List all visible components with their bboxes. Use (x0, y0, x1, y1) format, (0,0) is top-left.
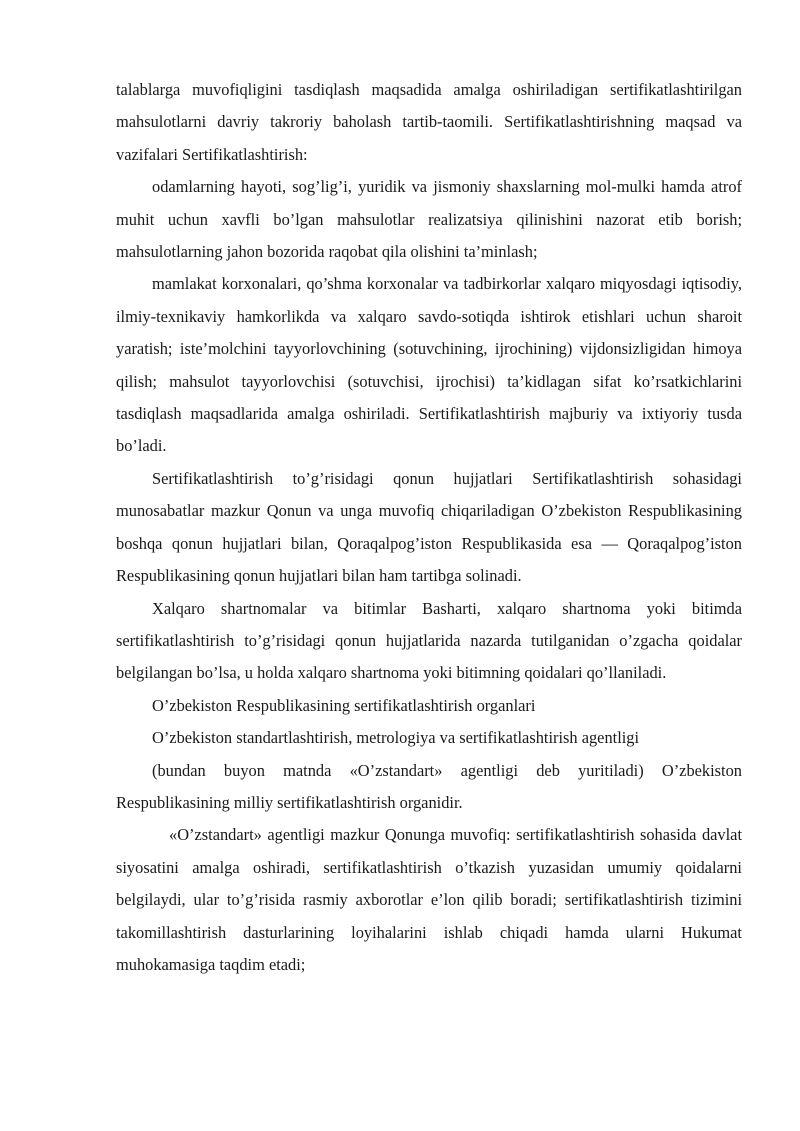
paragraph-national-body: (bundan buyon matnda «O’zstandart» agentligi deb yuritiladi) O’zbekiston Respublikasining milliy sertifikatlashtirish organidir. (116, 760, 742, 812)
paragraph-agency-duties: «O’zstandart» agentligi mazkur Qonunga muvofiq: sertifikatlashtirish sohasida davlat siyosatini amalga oshiradi, sertifikatlashtirish o’tkazish yuzasidan umumiy qoidalarni belgilaydi, ular to’g’risida rasmiy axborotlar e’lon qilib boradi; sertifikatlashtirish tizimini takomillashtirish dasturlarining loyihalarini ishlab chiqadi hamda ularni Hukumat muhokamasiga taqdim etadi; (116, 825, 742, 974)
paragraph-agency-name: O’zbekiston standartlashtirish, metrologiya va sertifikatlashtirish agentligi (152, 728, 640, 748)
paragraph-international-agreements: Xalqaro shartnomalar va bitimlar Basharti, xalqaro shartnoma yoki bitimda sertifikatlashtirish to’g’risidagi qonun hujjatlarida nazarda tutilganidan o’zgacha qoidalar belgilangan bo’lsa, u holda xalqaro shartnoma yoki bitimning qoidalari qo’llaniladi. (116, 598, 742, 683)
document-body (116, 74, 742, 981)
paragraph-legislation: Sertifikatlashtirish to’g’risidagi qonun hujjatlari Sertifikatlashtirish sohasidagi munosabatlar mazkur Qonun va unga muvofiq chiqariladigan O’zbekiston Respublikasining boshqa qonun hujjatlari bilan, Qoraqalpog’iston Respublikasida esa — Qoraqalpog’iston Respublikasining qonun hujjatlari bilan ham tartibga solinadi. (116, 468, 742, 586)
paragraph-certification-bodies: O’zbekiston Respublikasining sertifikatlashtirish organlari (152, 695, 536, 715)
paragraph-safety-control: odamlarning hayoti, sog’lig’i, yuridik va jismoniy shaxslarning mol-mulki hamda atrof muhit uchun xavfli bo’lgan mahsulotlar realizatsiya qilinishini nazorat etib borish; mahsulotlarning jahon bozorida raqobat qila olishini ta’minlash; (116, 177, 742, 262)
paragraph-intro-continued: talablarga muvofiqligini tasdiqlash maqsadida amalga oshiriladigan sertifikatlashtirilgan mahsulotlarni davriy takroriy baholash tartib-taomili. Sertifikatlashtirishning maqsad va vazifalari Sertifikatlashtirish: (116, 80, 742, 164)
paragraph-international-cooperation: mamlakat korxonalari, qo’shma korxonalar va tadbirkorlar xalqaro miqyosdagi iqtisodiy, ilmiy-texnikaviy hamkorlikda va xalqaro savdo-sotiqda ishtirok etishlari uchun sharoit yaratish; iste’molchini tayyorlovchining (sotuvchining, ijrochining) vijdonsizligidan himoya qilish; mahsulot tayyorlovchisi (sotuvchisi, ijrochisi) ta’kidlagan sifat ko’rsatkichlarini tasdiqlash maqsadlarida amalga oshiriladi. Sertifikatlashtirish majburiy va ixtiyoriy tusda bo’ladi. (116, 274, 742, 456)
